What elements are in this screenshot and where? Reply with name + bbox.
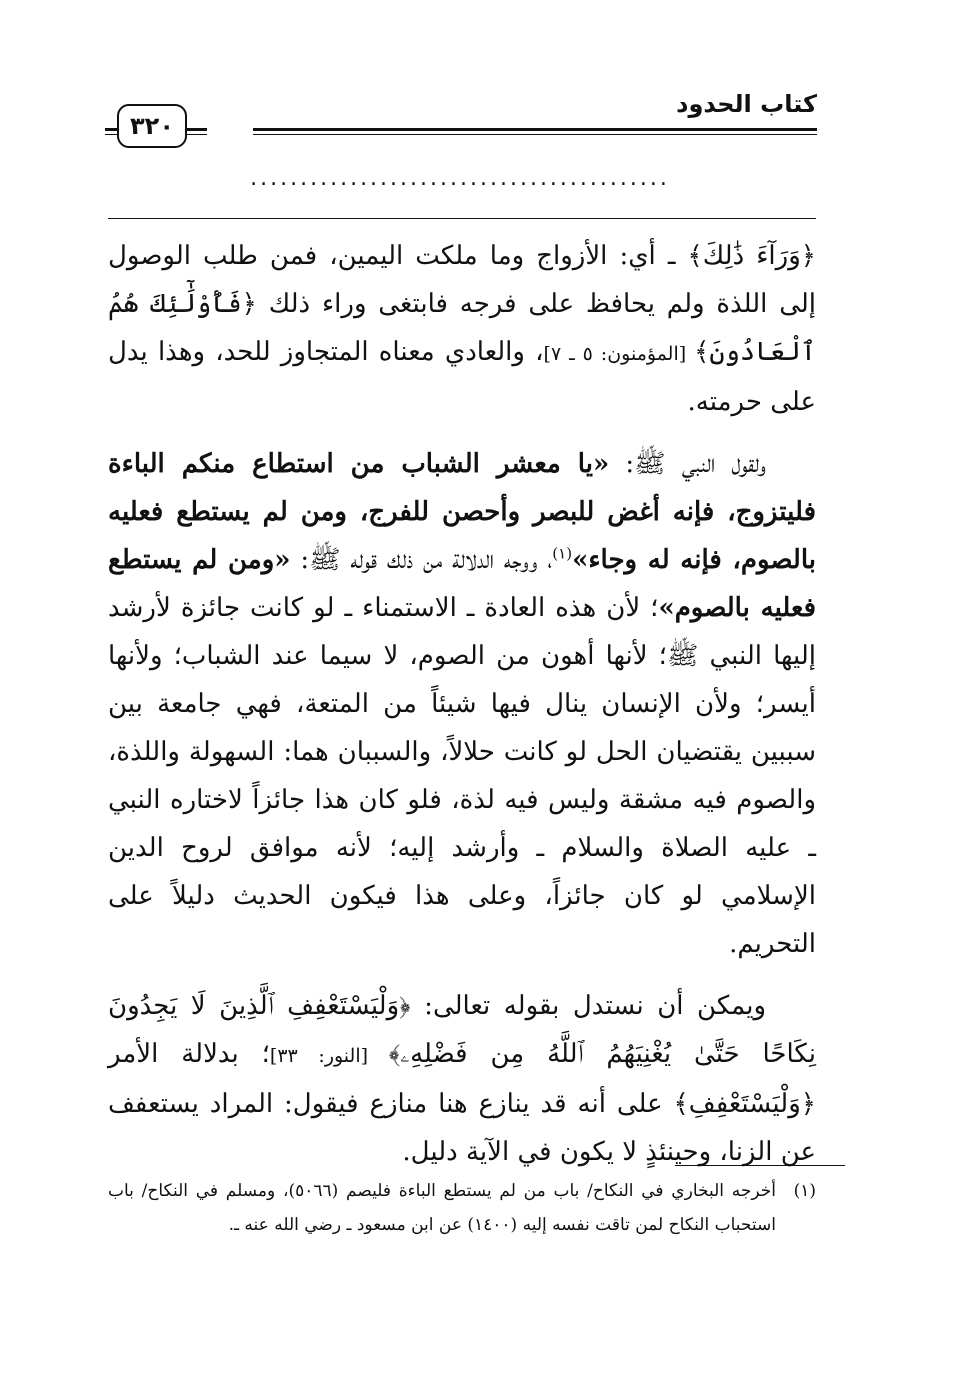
footnote-text: أخرجه البخاري في النكاح/ باب من لم يستطع الباءة فليصم (٥٠٦٦)، ومسلم في النكاح/ باب استحباب النكاح لمن تاقت نفسه إليه (١٤٠٠) عن ابن مسعود ـ رضي الله عنه ـ. xyxy=(108,1181,777,1235)
text-span: ويمكن أن نستدل بقوله تعالى: xyxy=(410,991,767,1021)
header-rule xyxy=(253,134,817,135)
text-span: على أنه قد ينازع هنا منازع فيقول: المراد يستعفف عن الزنا، وحينئذٍ لا يكون في الآية دليل. xyxy=(108,1089,816,1167)
hadith-quote: «يا معشر الشباب من استطاع منكم الباءة فليتزوج، فإنه أغض للبصر وأحصن للفرج، ومن لم يستطع فعليه بالصوم، فإنه له وجاء» xyxy=(108,449,817,575)
hadith-quote: «ومن لم يستطع فعليه بالصوم» xyxy=(108,545,817,623)
quran-verse: ﴿وَلْيَسْتَعْفِفِ ٱلَّذِينَ لَا يَجِدُونَ نِكَاحًا حَتَّىٰ يُغْنِيَهُمُ ٱللَّهُ مِن فَضْلِهِۦ﴾ xyxy=(108,991,816,1069)
page-header xyxy=(105,70,817,150)
paragraph xyxy=(108,232,816,426)
verse-reference: [النور: ٣٣] xyxy=(269,1045,389,1067)
footnote-number: (١) xyxy=(793,1181,816,1201)
section-divider xyxy=(108,218,816,219)
text-span: ؛ لأن هذه العادة ـ الاستمناء ـ لو كانت جائزة لأرشد إليها النبي ﷺ؛ لأنها أهون من الصوم، لا سيما عند الشباب؛ ولأنها أيسر؛ ولأن الإنسان ينال فيها شيئاً من المتعة، فهي جامعة بين سببين يقتضيان الحل لو كانت حلالاً، والسببان هما: السهولة واللذة، والصوم فيه مشقة وليس فيه لذة، فلو كان هذا جائزاً لاختاره النبي ـ عليه الصلاة والسلام ـ وأرشد إليه؛ لأنه موافق لروح الدين الإسلامي لو كان جائزاً، وعلى هذا فيكون الحديث دليلاً على التحريم. xyxy=(108,593,816,959)
main-text xyxy=(108,232,816,1190)
verse-reference: [المؤمنون: ٥ ـ ٧] xyxy=(543,343,695,365)
footnote-marker[interactable]: (١) xyxy=(552,544,573,563)
quran-verse: ﴿وَلْيَسْتَعْفِفِ﴾ xyxy=(673,1089,816,1119)
text-span: ، والعادي معناه المتجاوز للحد، وهذا يدل على حرمته. xyxy=(108,337,816,417)
paragraph xyxy=(108,440,816,968)
text-span: ولقول النبي ﷺ: xyxy=(609,449,766,479)
quran-verse: ﴿وَرَآءَ ذَٰلِكَ﴾ xyxy=(687,241,816,271)
paragraph xyxy=(108,982,816,1176)
footnote xyxy=(108,1174,816,1242)
page-number: ٣٢٠ xyxy=(117,104,187,148)
text-span: ـ أي: الأزواج وما ملكت اليمين، فمن طلب الوصول إلى اللذة ولم يحافظ على فرجه فابتغى وراء ذلك xyxy=(108,241,817,319)
header-rule xyxy=(253,128,817,131)
footnote-separator xyxy=(675,1165,845,1166)
text-span: ؛ بدلالة الأمر xyxy=(108,1039,270,1069)
text-span: ، ووجه الدلالة من ذلك قوله ﷺ: xyxy=(290,545,553,575)
quran-verse: ﴿فَأُوْلَٰٓئِكَ هُمُ ٱلْعَادُونَ﴾ xyxy=(108,289,816,367)
running-title: كتاب الحدود xyxy=(676,90,817,118)
footnotes xyxy=(108,1174,816,1242)
continuation-dots: .......................................... xyxy=(250,166,670,191)
